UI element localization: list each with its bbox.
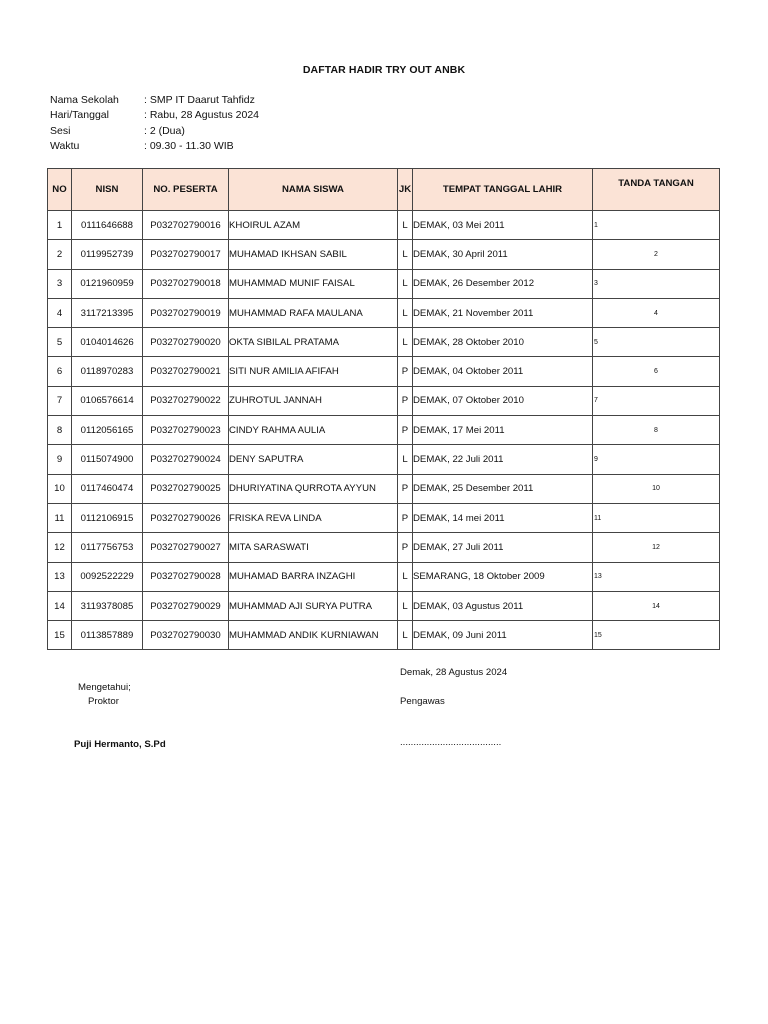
cell-no: 7 — [48, 386, 72, 415]
cell-jk: L — [398, 445, 413, 474]
cell-no: 5 — [48, 328, 72, 357]
cell-peserta: P032702790026 — [143, 503, 229, 532]
header-jk: JK — [398, 169, 413, 211]
cell-no: 3 — [48, 269, 72, 298]
cell-signature[interactable]: 3 — [593, 269, 720, 298]
cell-jk: L — [398, 269, 413, 298]
cell-jk: L — [398, 621, 413, 650]
cell-ttl: DEMAK, 04 Oktober 2011 — [413, 357, 593, 386]
cell-nisn: 0121960959 — [72, 269, 143, 298]
school-info — [50, 93, 259, 154]
table-row — [48, 562, 720, 591]
proktor-name: Puji Hermanto, S.Pd — [74, 739, 166, 750]
table-row — [48, 269, 720, 298]
cell-nama: MUHAMMAD MUNIF FAISAL — [229, 269, 398, 298]
cell-ttl: DEMAK, 27 Juli 2011 — [413, 533, 593, 562]
cell-jk: P — [398, 416, 413, 445]
pengawas-signature-line: ...................................... — [400, 737, 502, 748]
cell-peserta: P032702790019 — [143, 298, 229, 327]
cell-peserta: P032702790020 — [143, 328, 229, 357]
cell-peserta: P032702790016 — [143, 211, 229, 240]
cell-signature[interactable]: 8 — [593, 416, 720, 445]
cell-signature[interactable]: 4 — [593, 298, 720, 327]
cell-no: 4 — [48, 298, 72, 327]
info-value: : Rabu, 28 Agustus 2024 — [144, 109, 260, 122]
cell-signature[interactable]: 10 — [593, 474, 720, 503]
cell-ttl: DEMAK, 28 Oktober 2010 — [413, 328, 593, 357]
pengawas-label: Pengawas — [400, 696, 445, 707]
table-row — [48, 621, 720, 650]
cell-peserta: P032702790024 — [143, 445, 229, 474]
table-body — [48, 211, 720, 650]
cell-peserta: P032702790028 — [143, 562, 229, 591]
header-nama: NAMA SISWA — [229, 169, 398, 211]
info-row-time — [50, 139, 259, 154]
cell-signature[interactable]: 11 — [593, 503, 720, 532]
cell-peserta: P032702790023 — [143, 416, 229, 445]
cell-signature[interactable]: 6 — [593, 357, 720, 386]
cell-nama: DENY SAPUTRA — [229, 445, 398, 474]
table-row — [48, 533, 720, 562]
cell-jk: P — [398, 474, 413, 503]
table-row — [48, 386, 720, 415]
table-row — [48, 298, 720, 327]
cell-no: 12 — [48, 533, 72, 562]
cell-no: 13 — [48, 562, 72, 591]
cell-nama: CINDY RAHMA AULIA — [229, 416, 398, 445]
cell-ttl: DEMAK, 03 Agustus 2011 — [413, 591, 593, 620]
header-nisn: NISN — [72, 169, 143, 211]
proktor-label: Proktor — [88, 696, 119, 707]
cell-nisn: 0104014626 — [72, 328, 143, 357]
cell-jk: L — [398, 240, 413, 269]
cell-nisn: 0117756753 — [72, 533, 143, 562]
cell-nama: DHURIYATINA QURROTA AYYUN — [229, 474, 398, 503]
cell-jk: P — [398, 386, 413, 415]
header-peserta: NO. PESERTA — [143, 169, 229, 211]
cell-ttl: DEMAK, 25 Desember 2011 — [413, 474, 593, 503]
cell-jk: L — [398, 591, 413, 620]
cell-nisn: 0092522229 — [72, 562, 143, 591]
cell-nisn: 3117213395 — [72, 298, 143, 327]
table-row — [48, 503, 720, 532]
cell-nisn: 0112056165 — [72, 416, 143, 445]
cell-nisn: 0119952739 — [72, 240, 143, 269]
cell-nama: MUHAMMAD ANDIK KURNIAWAN — [229, 621, 398, 650]
cell-nisn: 0117460474 — [72, 474, 143, 503]
info-value: : 09.30 - 11.30 WIB — [144, 139, 234, 152]
info-row-session — [50, 124, 259, 139]
cell-ttl: SEMARANG, 18 Oktober 2009 — [413, 562, 593, 591]
cell-nama: ZUHROTUL JANNAH — [229, 386, 398, 415]
cell-signature[interactable]: 14 — [593, 591, 720, 620]
table-row — [48, 240, 720, 269]
cell-ttl: DEMAK, 14 mei 2011 — [413, 503, 593, 532]
table-row — [48, 445, 720, 474]
info-value: : SMP IT Daarut Tahfidz — [144, 94, 255, 106]
cell-jk: L — [398, 328, 413, 357]
cell-no: 1 — [48, 211, 72, 240]
table-row — [48, 211, 720, 240]
cell-signature[interactable]: 5 — [593, 328, 720, 357]
info-value: : 2 (Dua) — [144, 124, 185, 137]
header-ttd: TANDA TANGAN — [593, 169, 720, 211]
cell-no: 9 — [48, 445, 72, 474]
cell-ttl: DEMAK, 21 November 2011 — [413, 298, 593, 327]
cell-peserta: P032702790017 — [143, 240, 229, 269]
cell-no: 14 — [48, 591, 72, 620]
cell-nisn: 0113857889 — [72, 621, 143, 650]
cell-jk: P — [398, 503, 413, 532]
cell-no: 15 — [48, 621, 72, 650]
cell-nama: SITI NUR AMILIA AFIFAH — [229, 357, 398, 386]
cell-ttl: DEMAK, 03 Mei 2011 — [413, 211, 593, 240]
info-row-date — [50, 108, 259, 123]
info-row-school — [50, 93, 259, 108]
cell-nisn: 0111646688 — [72, 211, 143, 240]
cell-signature[interactable]: 12 — [593, 533, 720, 562]
cell-no: 10 — [48, 474, 72, 503]
cell-nama: MITA SARASWATI — [229, 533, 398, 562]
cell-ttl: DEMAK, 30 April 2011 — [413, 240, 593, 269]
header-ttl: TEMPAT TANGGAL LAHIR — [413, 169, 593, 211]
cell-signature[interactable]: 7 — [593, 386, 720, 415]
cell-signature[interactable]: 1 — [593, 211, 720, 240]
cell-jk: L — [398, 562, 413, 591]
cell-peserta: P032702790027 — [143, 533, 229, 562]
table-row — [48, 357, 720, 386]
cell-peserta: P032702790022 — [143, 386, 229, 415]
cell-ttl: DEMAK, 17 Mei 2011 — [413, 416, 593, 445]
cell-nisn: 0106576614 — [72, 386, 143, 415]
header-no: NO — [48, 169, 72, 211]
info-label: Nama Sekolah — [50, 94, 119, 106]
table-row — [48, 474, 720, 503]
cell-peserta: P032702790030 — [143, 621, 229, 650]
info-label: Hari/Tanggal — [50, 109, 109, 122]
cell-jk: P — [398, 357, 413, 386]
info-label: Waktu — [50, 139, 80, 152]
cell-nisn: 3119378085 — [72, 591, 143, 620]
cell-nama: MUHAMAD BARRA INZAGHI — [229, 562, 398, 591]
cell-peserta: P032702790029 — [143, 591, 229, 620]
table-row — [48, 328, 720, 357]
table-row — [48, 591, 720, 620]
cell-jk: L — [398, 298, 413, 327]
cell-no: 8 — [48, 416, 72, 445]
cell-no: 2 — [48, 240, 72, 269]
place-date: Demak, 28 Agustus 2024 — [400, 667, 508, 678]
cell-no: 6 — [48, 357, 72, 386]
cell-ttl: DEMAK, 07 Oktober 2010 — [413, 386, 593, 415]
cell-nama: KHOIRUL AZAM — [229, 211, 398, 240]
cell-signature[interactable]: 2 — [593, 240, 720, 269]
cell-nama: MUHAMAD IKHSAN SABIL — [229, 240, 398, 269]
cell-signature[interactable]: 15 — [593, 621, 720, 650]
cell-ttl: DEMAK, 09 Juni 2011 — [413, 621, 593, 650]
cell-no: 11 — [48, 503, 72, 532]
cell-jk: P — [398, 533, 413, 562]
cell-peserta: P032702790018 — [143, 269, 229, 298]
cell-nama: FRISKA REVA LINDA — [229, 503, 398, 532]
mengetahui-label: Mengetahui; — [78, 682, 131, 693]
cell-nisn: 0115074900 — [72, 445, 143, 474]
cell-nisn: 0118970283 — [72, 357, 143, 386]
table-row — [48, 416, 720, 445]
table-header-row — [48, 169, 720, 211]
cell-ttl: DEMAK, 26 Desember 2012 — [413, 269, 593, 298]
cell-jk: L — [398, 211, 413, 240]
cell-signature[interactable]: 13 — [593, 562, 720, 591]
cell-nisn: 0112106915 — [72, 503, 143, 532]
attendance-table — [47, 168, 720, 650]
cell-peserta: P032702790021 — [143, 357, 229, 386]
cell-nama: MUHAMMAD RAFA MAULANA — [229, 298, 398, 327]
cell-ttl: DEMAK, 22 Juli 2011 — [413, 445, 593, 474]
cell-nama: MUHAMMAD AJI SURYA PUTRA — [229, 591, 398, 620]
document-title: DAFTAR HADIR TRY OUT ANBK — [302, 64, 466, 76]
cell-nama: OKTA SIBILAL PRATAMA — [229, 328, 398, 357]
cell-signature[interactable]: 9 — [593, 445, 720, 474]
info-label: Sesi — [50, 124, 71, 137]
cell-peserta: P032702790025 — [143, 474, 229, 503]
